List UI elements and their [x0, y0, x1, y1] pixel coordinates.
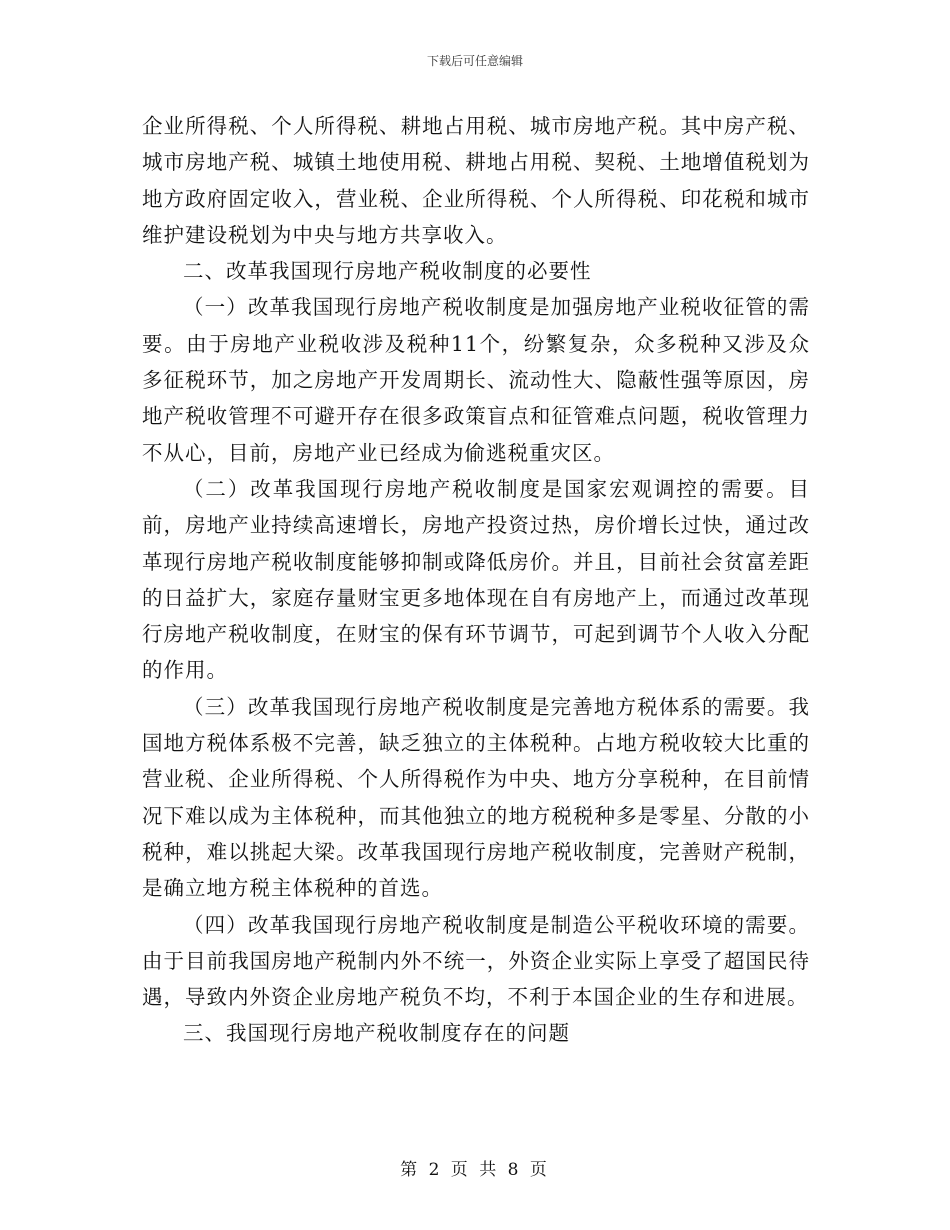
section-heading-necessity: 二、改革我国现行房地产税收制度的必要性 — [183, 259, 592, 284]
document-body — [142, 108, 810, 1052]
page-number: 第 2 页 共 8 页 — [400, 1160, 550, 1180]
section-heading-problems: 三、我国现行房地产税收制度存在的问题 — [183, 1021, 570, 1046]
header-note: 下载后可任意编辑 — [426, 54, 523, 68]
paragraph-point-2: （二）改革我国现行房地产税收制度是国家宏观调控的需要。目前，房地产业持续高速增长，房地产投资过热，房价增长过快，通过改革现行房地产税收制度能够抑制或降低房价。并且，目前社会贫富差距的日益扩大，家庭存量财宝更多地体现在自有房地产上，而通过改革现行房地产税收制度，在财宝的保有环节调节，可起到调节个人收入分配的作用。 — [142, 476, 810, 683]
paragraph-point-4: （四）改革我国现行房地产税收制度是制造公平税收环境的需要。由于目前我国房地产税制内外不统一，外资企业实际上享受了超国民待遇，导致内外资企业房地产税负不均，不利于本国企业的生存和进展。 — [142, 912, 810, 1010]
paragraph-point-1: （一）改革我国现行房地产税收制度是加强房地产业税收征管的需要。由于房地产业税收涉及税种11个，纷繁复杂，众多税种又涉及众多征税环节，加之房地产开发周期长、流动性大、隐蔽性强等原因，房地产税收管理不可避开存在很多政策盲点和征管难点问题，税收管理力不从心，目前，房地产业已经成为偷逃税重灾区。 — [142, 295, 810, 465]
paragraph-tax-list: 企业所得税、个人所得税、耕地占用税、城市房地产税。其中房产税、城市房地产税、城镇土地使用税、耕地占用税、契税、土地增值税划为地方政府固定收入，营业税、企业所得税、个人所得税、印花税和城市维护建设税划为中央与地方共享收入。 — [142, 114, 810, 247]
paragraph-point-3: （三）改革我国现行房地产税收制度是完善地方税体系的需要。我国地方税体系极不完善，缺乏独立的主体税种。占地方税收较大比重的营业税、企业所得税、个人所得税作为中央、地方分享税种，在目前情况下难以成为主体税种，而其他独立的地方税税种多是零星、分散的小税种，难以挑起大梁。改革我国现行房地产税收制度，完善财产税制，是确立地方税主体税种的首选。 — [142, 694, 810, 901]
